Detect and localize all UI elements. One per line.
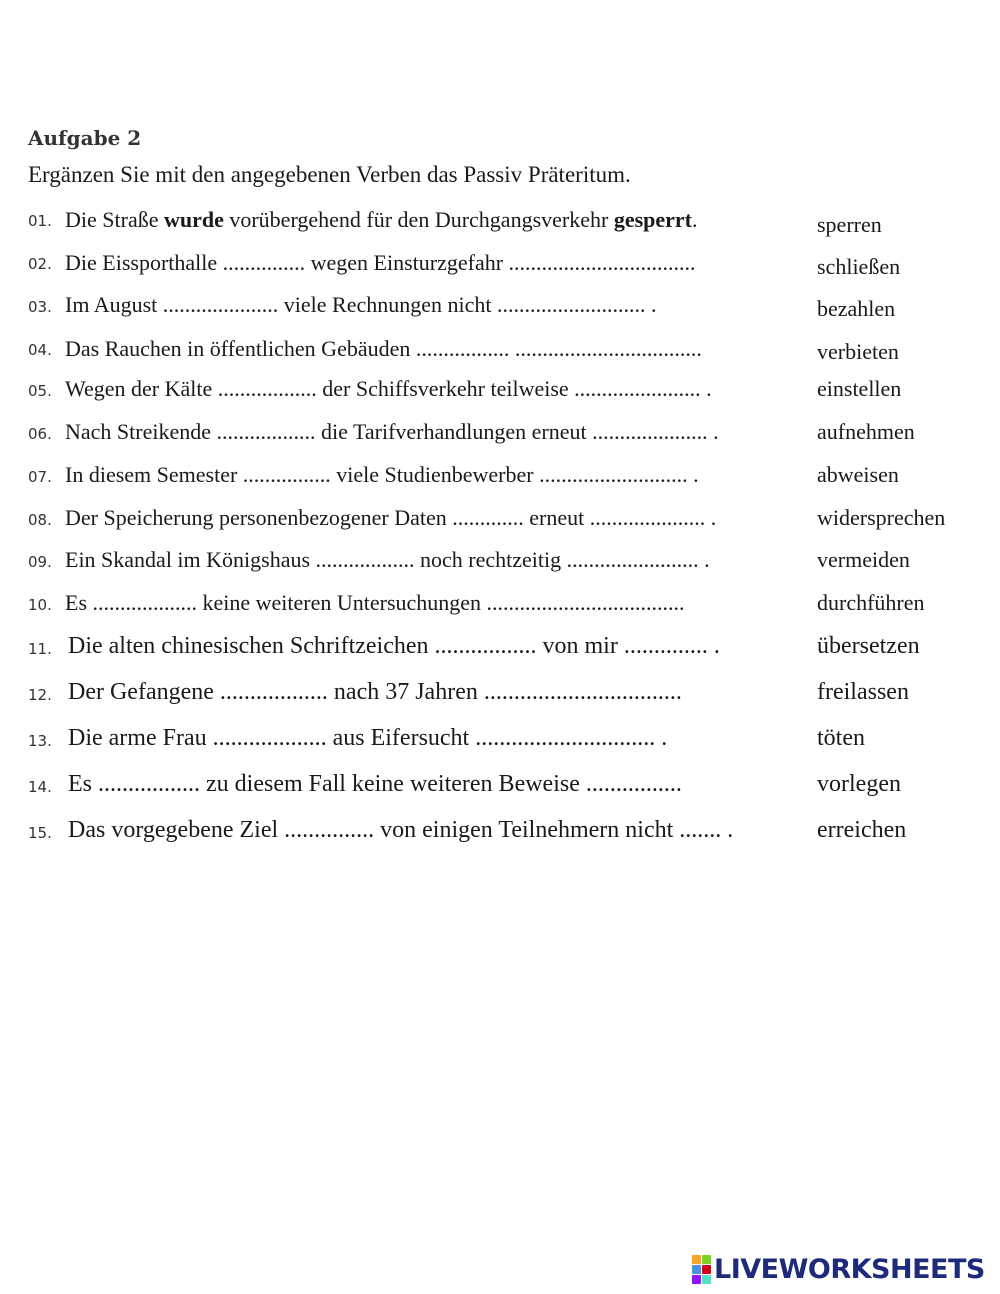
exercise-verb: bezahlen (817, 296, 896, 321)
exercise-sentence[interactable]: Das vorgegebene Ziel ............... von einigen Teilnehmern nicht ....... . (68, 817, 734, 843)
exercise-verb: schließen (817, 254, 901, 279)
exercise-sentence[interactable]: Das Rauchen in öffentlichen Gebäuden ................. .................................. (65, 336, 702, 361)
liveworksheets-logo-icon (692, 1255, 711, 1284)
exercise-number: 02. (28, 255, 52, 273)
exercise-verb: übersetzen (817, 633, 920, 659)
exercise-sentence[interactable]: Die alten chinesischen Schriftzeichen ................. von mir .............. . (68, 633, 720, 659)
exercise-instruction: Ergänzen Sie mit den angegebenen Verben das Passiv Präteritum. (28, 162, 631, 187)
exercise-sentence[interactable]: Es ................. zu diesem Fall keine weiteren Beweise ................ (68, 771, 682, 797)
exercise-number: 01. (28, 212, 52, 230)
exercise-number: 10. (28, 596, 52, 614)
exercise-number: 09. (28, 553, 52, 571)
liveworksheets-logo[interactable] (692, 1254, 985, 1284)
exercise-verb: erreichen (817, 817, 907, 843)
exercise-number: 14. (28, 778, 52, 796)
logo-block (692, 1255, 701, 1264)
answer-wurde: wurde (163, 207, 224, 232)
exercise-verb: sperren (817, 212, 882, 237)
exercise-verb: freilassen (817, 679, 909, 705)
exercise-title: Aufgabe 2 (28, 126, 142, 150)
exercise-number: 04. (28, 341, 52, 359)
exercise-number: 07. (28, 468, 52, 486)
exercise-verb: durchführen (817, 590, 925, 615)
exercise-sentence[interactable]: Nach Streikende .................. die Tarifverhandlungen erneut ..................... . (65, 419, 719, 444)
exercise-number: 13. (28, 732, 52, 750)
exercise-verb: verbieten (817, 339, 899, 364)
exercise-sentence[interactable]: Ein Skandal im Königshaus .................. noch rechtzeitig ........................ . (65, 547, 710, 572)
exercise-sentence[interactable]: Im August ..................... viele Rechnungen nicht ........................... . (65, 292, 657, 317)
logo-block (702, 1265, 711, 1274)
exercise-number: 06. (28, 425, 52, 443)
logo-text: LIVEWORKSHEETS (714, 1253, 985, 1285)
exercise-number: 15. (28, 824, 52, 842)
logo-block (702, 1275, 711, 1284)
exercise-number: 05. (28, 382, 52, 400)
exercise-number: 12. (28, 686, 52, 704)
exercise-sentence[interactable]: Es ................... keine weiteren Untersuchungen .................................... (65, 590, 685, 615)
exercise-number: 11. (28, 640, 52, 658)
exercise-sentence[interactable]: In diesem Semester ................ viele Studienbewerber ........................... . (65, 462, 699, 487)
logo-block (702, 1255, 711, 1264)
exercise-verb: vorlegen (817, 771, 901, 797)
exercise-verb: einstellen (817, 376, 902, 401)
exercise-sentence[interactable]: Der Gefangene .................. nach 37 Jahren ................................. (68, 679, 682, 705)
exercise-sentence[interactable]: Die Eissporthalle ............... wegen Einsturzgefahr .................................. (65, 250, 696, 275)
exercise-sentence[interactable]: Der Speicherung personenbezogener Daten ............. erneut ..................... . (65, 505, 717, 530)
exercise-sentence[interactable]: Die arme Frau ................... aus Eifersucht .............................. . (68, 725, 668, 751)
logo-block (692, 1265, 701, 1274)
answer-gesperrt: gesperrt (613, 207, 692, 232)
exercise-sentence: Die Straße wurde vorübergehend für den Durchgangsverkehr gesperrt. (65, 207, 698, 232)
exercise-verb: vermeiden (817, 547, 910, 572)
exercise-verb: widersprechen (817, 505, 946, 530)
exercise-verb: abweisen (817, 462, 899, 487)
logo-block (692, 1275, 701, 1284)
exercise-verb: aufnehmen (817, 419, 915, 444)
exercise-sentence[interactable]: Wegen der Kälte .................. der Schiffsverkehr teilweise ....................... . (65, 376, 712, 401)
exercise-number: 08. (28, 511, 52, 529)
exercise-number: 03. (28, 298, 52, 316)
exercise-verb: töten (817, 725, 865, 751)
